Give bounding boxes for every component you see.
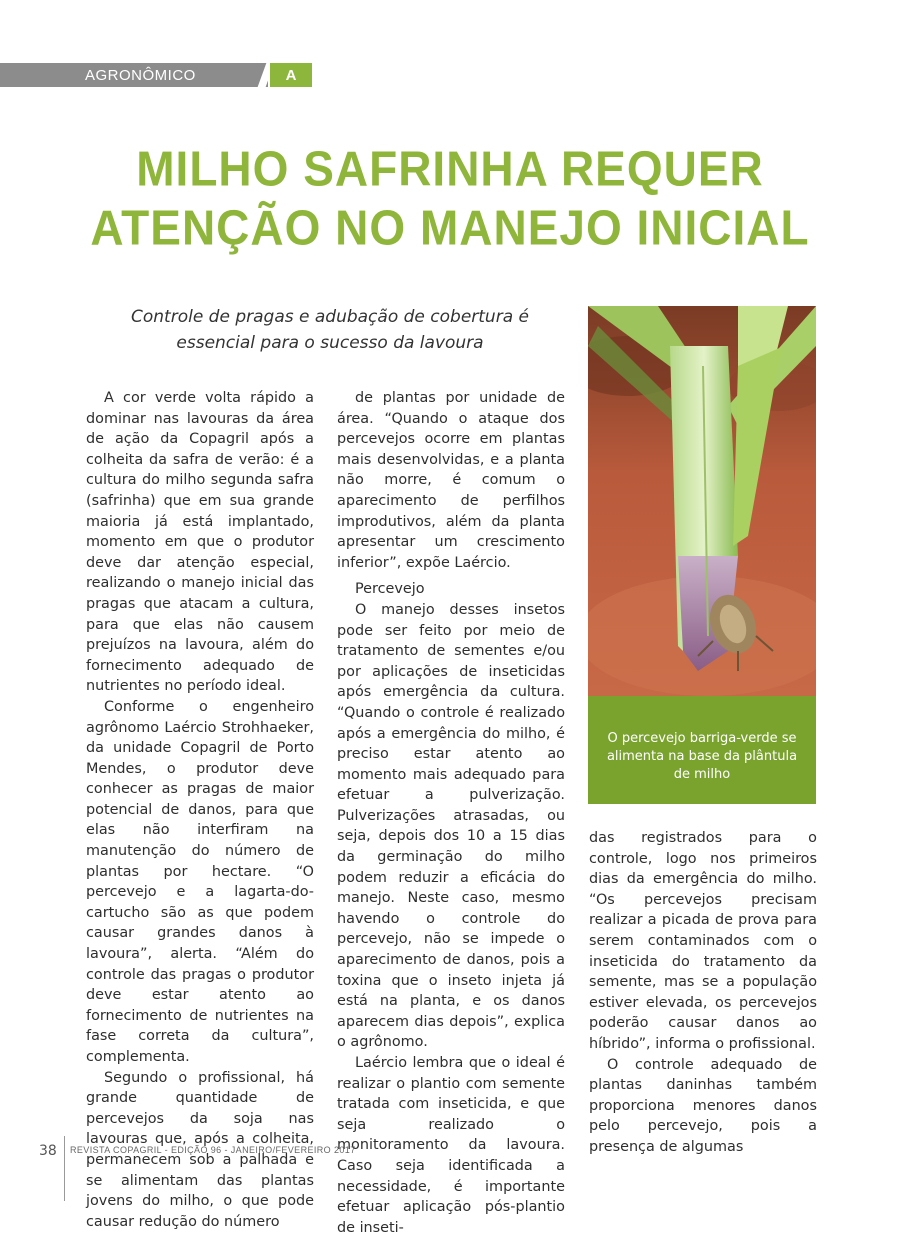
text-column-2 bbox=[337, 388, 565, 1238]
subtitle-line-1: Controle de pragas e adubação de cobertura é bbox=[131, 307, 529, 327]
title-line-1: MILHO SAFRINHA REQUER bbox=[136, 140, 764, 196]
corn-seedling-illustration bbox=[588, 306, 816, 724]
paragraph: das registrados para o controle, logo nos primeiros dias da emergência do milho. “Os percevejos precisam realizar a picada de prova para serem contaminados com o inseticida do tratamento da semente, mas se a população estiver elevada, os percevejos poderão causar danos ao híbrido”, informa o profissional. bbox=[589, 830, 817, 1052]
title-line-2: ATENÇÃO NO MANEJO INICIAL bbox=[90, 200, 810, 256]
paragraph: A cor verde volta rápido a dominar nas lavouras da área de ação da Copagril após a colheita da safra de verão: é a cultura do milho segunda safra (safrinha) que em sua grande maioria já está implantado, momento em que o produtor deve dar atenção especial, realizando o manejo inicial das pragas que atacam a cultura, para que elas não causem prejuízos na lavoura, além do fornecimento adequado de nutrientes no período ideal. bbox=[86, 390, 314, 695]
subheading-percevejo: Percevejo bbox=[355, 581, 425, 598]
subtitle-line-2: essencial para o sucesso da lavoura bbox=[176, 333, 484, 353]
paragraph: O manejo desses insetos pode ser feito por meio de tratamento de sementes e/ou por aplicações de inseticidas após emergência da cultura. “Quando o controle é realizado após a emergência do milho, é preciso estar atento ao momento mais adequado para efetuar a pulverização. Pulverizações atrasadas, ou seja, depois dos 10 a 15 dias da germinação do milho podem reduzir a eficácia do manejo. Neste caso, mesmo havendo o controle do percevejo, não se impede o aparecimento de danos, pois a toxina que o inseto injeta já está na planta, e os danos aparecem dias depois”, explica o agrônomo. bbox=[337, 601, 565, 1051]
paragraph: O controle adequado de plantas daninhas também proporciona menores danos pelo percevejo, pois a presença de algumas bbox=[589, 1056, 817, 1155]
photo-corn-seedling bbox=[588, 306, 816, 724]
footer-publication: REVISTA COPAGRIL - EDIÇÃO 96 - JANEIRO/FEVEREIRO 2017 bbox=[70, 1145, 356, 1155]
photo-caption: O percevejo barriga-verde se alimenta na base da plântula de milho bbox=[606, 731, 798, 782]
text-column-3 bbox=[589, 828, 817, 1158]
text-column-1 bbox=[86, 388, 314, 1232]
section-label: AGRONÔMICO bbox=[85, 67, 196, 84]
footer-rule bbox=[64, 1136, 65, 1201]
paragraph: Conforme o engenheiro agrônomo Laércio Strohhaeker, da unidade Copagril de Porto Mendes, o produtor deve conhecer as pragas de maior potencial de danos, para que elas não interfiram na manutenção do número de plantas por hectare. “O percevejo e a lagarta-do-cartucho são as que podem causar grandes danos à lavoura”, alerta. “Além do controle das pragas o produtor deve estar atento ao fornecimento de nutrientes na fase correta da cultura”, complementa. bbox=[86, 698, 314, 1065]
section-badge: A bbox=[270, 63, 312, 87]
paragraph: Laércio lembra que o ideal é realizar o plantio com semente tratada com inseticida, e que seja realizado o monitoramento da lavoura. Caso seja identificada a necessidade, é importante efetuar aplicação pós-plantio de inseti- bbox=[337, 1055, 565, 1236]
page-number: 38 bbox=[39, 1143, 57, 1159]
article-title bbox=[0, 139, 900, 258]
paragraph: Segundo o profissional, há grande quantidade de percevejos da soja nas lavouras que, após a colheita, permanecem sob a palhada e se alimentam das plantas jovens do milho, o que pode causar redução do número bbox=[86, 1069, 314, 1230]
paragraph: de plantas por unidade de área. “Quando o ataque dos percevejos ocorre em plantas mais desenvolvidas, e a planta não morre, é comum o aparecimento de perfilhos improdutivos, além da planta apresentar um crescimento inferior”, expõe Laércio. bbox=[337, 390, 565, 571]
article-subtitle bbox=[100, 304, 560, 356]
